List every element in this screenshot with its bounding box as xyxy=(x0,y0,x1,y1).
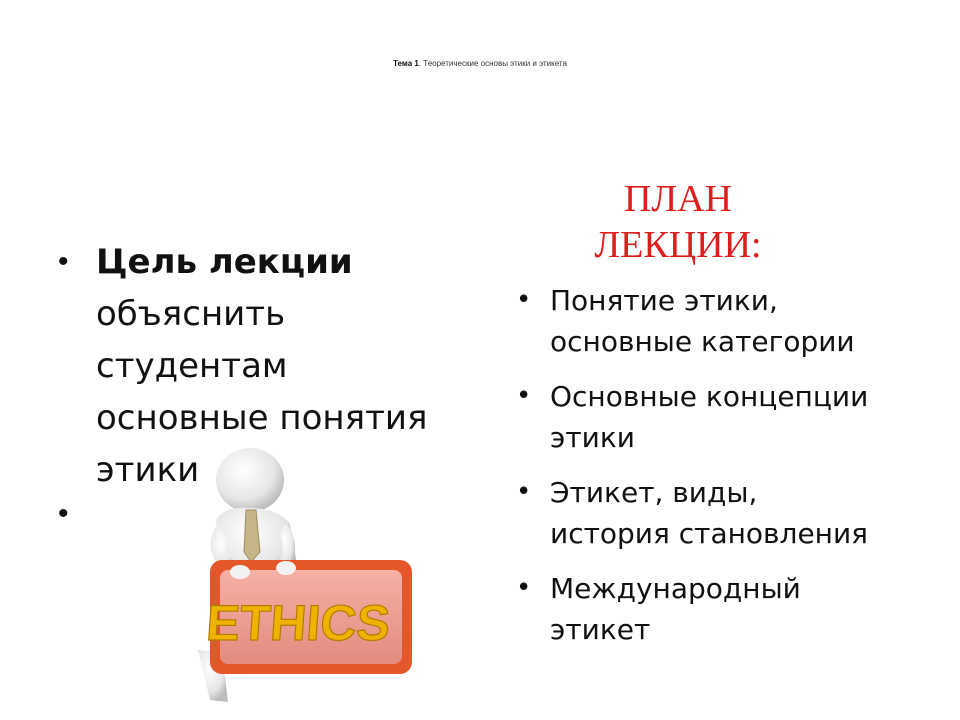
plan-item xyxy=(516,472,936,554)
slide-title-rest: . Теоретические основы этики и этикета xyxy=(418,59,567,68)
plan-list xyxy=(516,280,936,664)
goal-line: студентам xyxy=(96,346,288,386)
plan-item-line: Основные концепции xyxy=(550,380,869,413)
goal-line: этики xyxy=(96,450,200,490)
goal-line: объяснить xyxy=(96,294,286,334)
goal-label: Цель лекции xyxy=(96,242,353,282)
empty-bullet-icon: • xyxy=(58,497,69,530)
bullet-icon: • xyxy=(516,573,532,603)
plan-item-line: Международный xyxy=(550,572,801,605)
slide-title xyxy=(0,59,960,68)
figure-head xyxy=(216,448,284,512)
plan-item-line: история становления xyxy=(550,517,869,550)
plan-item-line: Этикет, виды, xyxy=(550,476,758,509)
plan-heading-line: ЛЕКЦИИ: xyxy=(594,224,762,266)
figure-hand xyxy=(230,565,250,579)
plan-heading-line: ПЛАН xyxy=(623,178,733,220)
bullet-icon: • xyxy=(516,285,532,315)
bullet-icon: • xyxy=(516,381,532,411)
plan-item-line: этикет xyxy=(550,613,651,646)
plan-heading xyxy=(560,176,796,268)
plan-item xyxy=(516,568,936,650)
ethics-sign-text: ETHICS xyxy=(204,595,392,651)
plan-item xyxy=(516,376,936,458)
plan-item-line: Понятие этики, xyxy=(550,284,778,317)
plan-item-line: основные категории xyxy=(550,325,855,358)
bullet-icon: • xyxy=(58,245,69,278)
plan-item xyxy=(516,280,936,362)
figure-hand xyxy=(276,561,296,575)
ethics-person-illustration xyxy=(194,440,424,710)
goal-line: основные понятия xyxy=(96,398,428,438)
bullet-icon: • xyxy=(516,477,532,507)
plan-item-line: этики xyxy=(550,421,635,454)
slide-title-bold: Тема 1 xyxy=(393,59,419,68)
